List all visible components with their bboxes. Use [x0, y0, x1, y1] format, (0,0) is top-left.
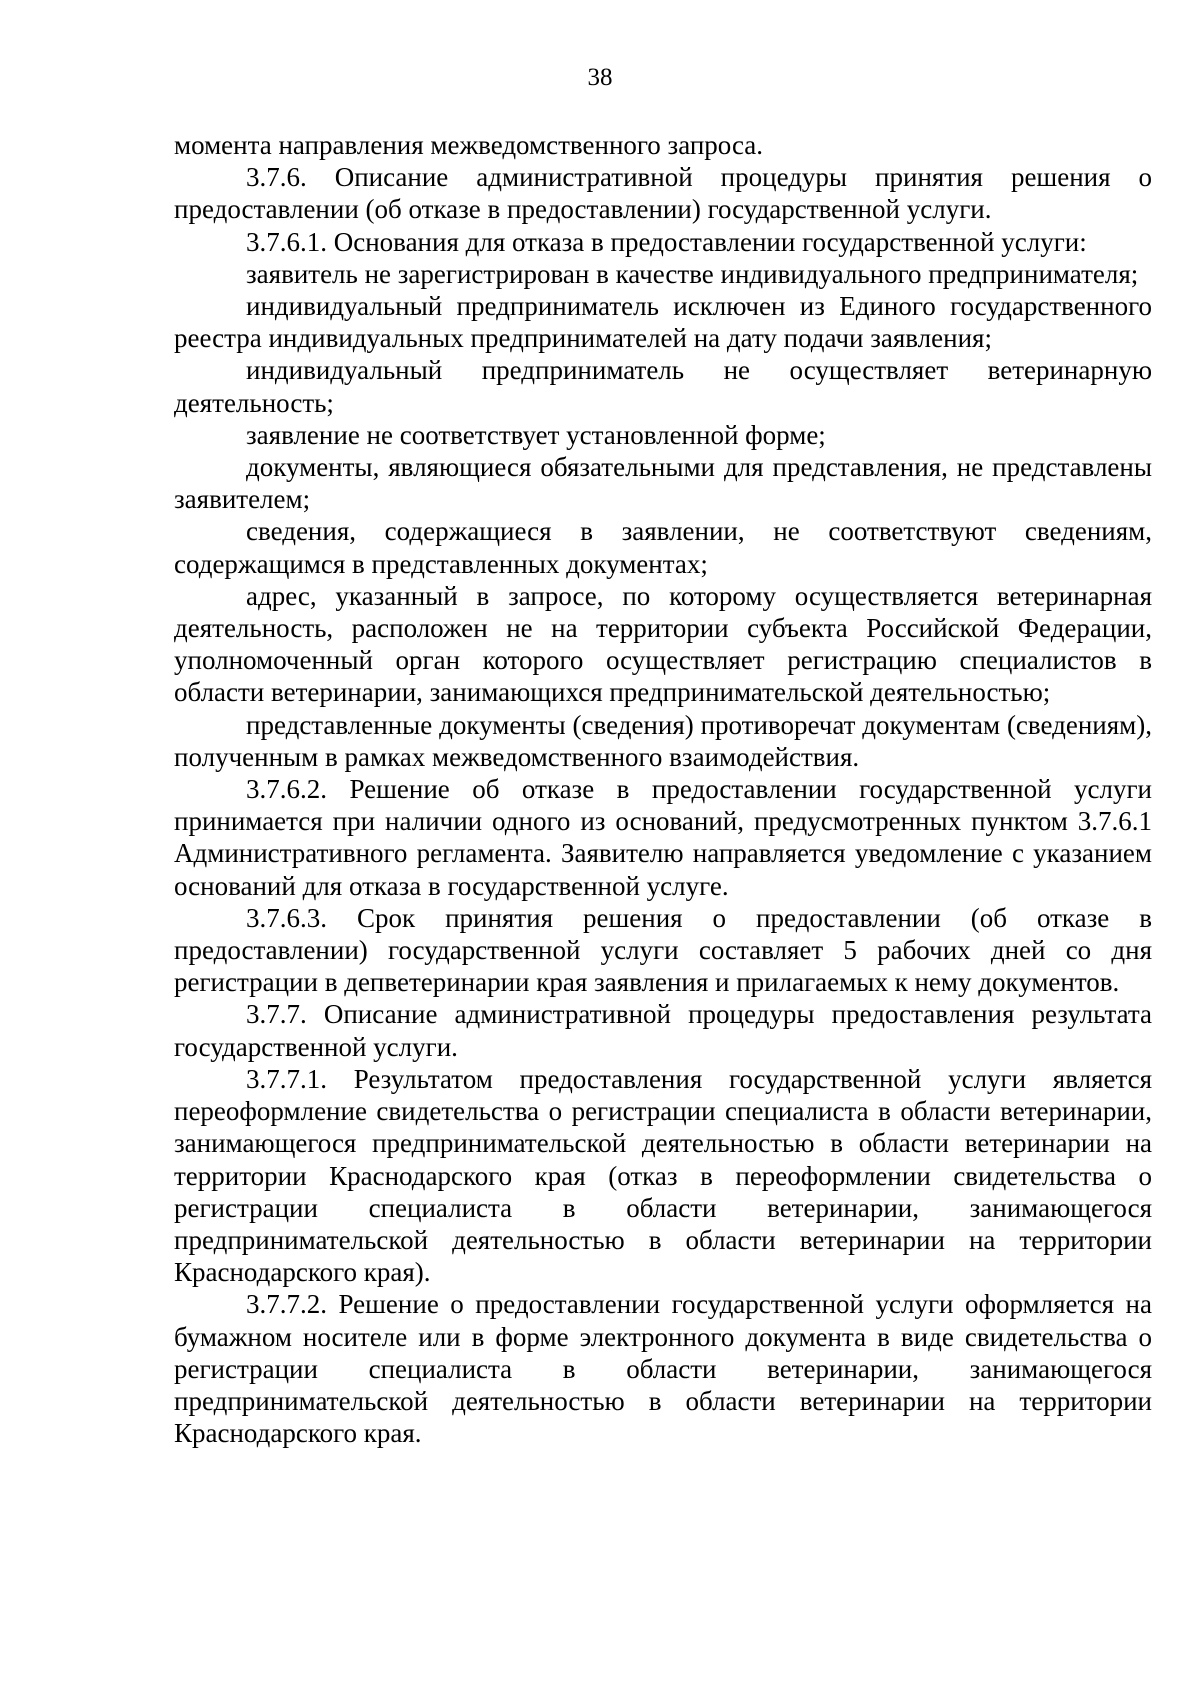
paragraph: адрес, указанный в запросе, по которому осуществляется ветеринарная деятельность, расположен не на территории субъекта Российской Федерации, уполномоченный орган которого осуществляет регистрацию специалистов в области ветеринарии, занимающихся предпринимательской деятельностью; [174, 580, 1152, 708]
paragraph: индивидуальный предприниматель не осуществляет ветеринарную деятельность; [174, 355, 1152, 418]
paragraph: индивидуальный предприниматель исключен из Единого государственного реестра индивидуальных предпринимателей на дату подачи заявления; [174, 291, 1152, 354]
paragraph: сведения, содержащиеся в заявлении, не соответствуют сведениям, содержащимся в представленных документах; [174, 516, 1152, 579]
paragraph: заявление не соответствует установленной форме; [246, 419, 826, 450]
paragraph: 3.7.6. Описание административной процедуры принятия решения о предоставлении (об отказе в предоставлении) государственной услуги. [174, 162, 1152, 225]
paragraph: заявитель не зарегистрирован в качестве индивидуального предпринимателя; [246, 258, 1139, 289]
paragraph: 3.7.6.3. Срок принятия решения о предоставлении (об отказе в предоставлении) государственной услуги составляет 5 рабочих дней со дня регистрации в депветеринарии края заявления и прилагаемых к нему документов. [174, 902, 1152, 998]
paragraph: 3.7.6.2. Решение об отказе в предоставлении государственной услуги принимается при наличии одного из оснований, предусмотренных пунктом 3.7.6.1 Административного регламента. Заявителю направляется уведомление с указанием оснований для отказа в государственной услуге. [174, 774, 1152, 901]
paragraph: документы, являющиеся обязательными для представления, не представлены заявителем; [174, 452, 1152, 515]
paragraph: момента направления межведомственного запроса. [174, 130, 764, 160]
paragraph: 3.7.7.2. Решение о предоставлении государственной услуги оформляется на бумажном носителе или в форме электронного документа в виде свидетельства о регистрации специалиста в области ветеринарии, занимающегося предпринимательской деятельностью в области ветеринарии на территории Краснодарского края. [174, 1289, 1152, 1449]
document-body [174, 129, 1152, 1449]
paragraph: 3.7.7.1. Результатом предоставления государственной услуги является переоформление свидетельства о регистрации специалиста в области ветеринарии, занимающегося предпринимательской деятельностью в области ветеринарии на территории Краснодарского края (отказ в переоформлении свидетельства о регистрации специалиста в области ветеринарии, занимающегося предпринимательской деятельностью в области ветеринарии на территории Краснодарского края). [174, 1063, 1152, 1288]
paragraph: представленные документы (сведения) противоречат документам (сведениям), полученным в рамках межведомственного взаимодействия. [174, 709, 1152, 772]
paragraph: 3.7.6.1. Основания для отказа в предоставлении государственной услуги: [246, 226, 1087, 257]
page-number: 38 [587, 64, 613, 91]
paragraph: 3.7.7. Описание административной процедуры предоставления результата государственной услуги. [174, 999, 1152, 1062]
